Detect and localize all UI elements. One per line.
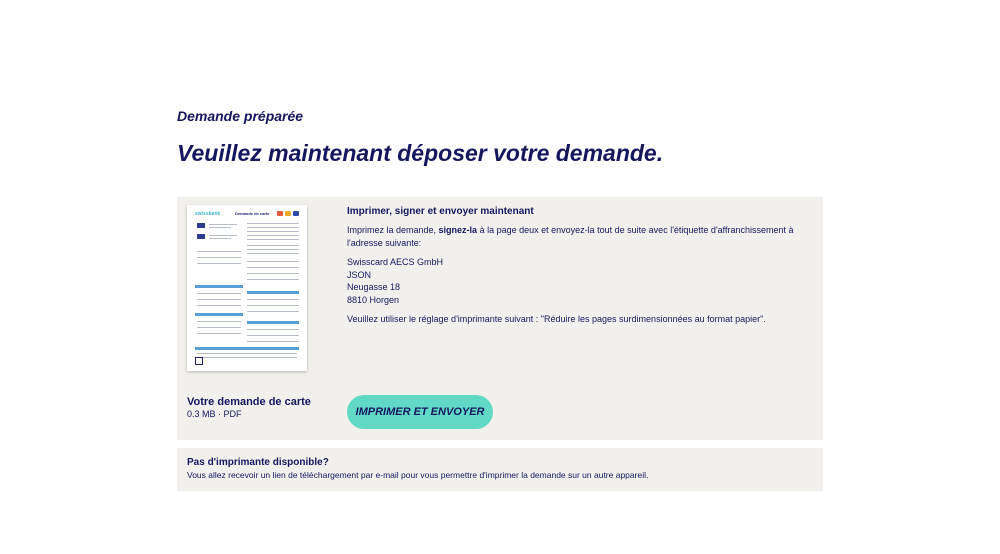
address-line: Neugasse 18 — [347, 282, 401, 292]
address-line: 8810 Horgen — [347, 294, 400, 305]
printer-setting-note: Veuillez utiliser le réglage d'imprimante suivant : "Réduire les pages surdimensionnées au format papier". — [347, 314, 766, 324]
no-printer-card — [177, 448, 823, 491]
instructions-emphasis: signez-la — [438, 225, 478, 235]
no-printer-title: Pas d'imprimante disponible? — [187, 457, 329, 468]
card-image-icon — [197, 234, 205, 239]
instructions-title: Imprimer, signer et envoyer maintenant — [347, 206, 534, 217]
preview-title: Demande de carte — [235, 211, 270, 216]
address-line: Swisscard AECS GmbH — [347, 257, 444, 267]
document-name: Votre demande de carte — [187, 396, 311, 408]
address-line: JSON — [347, 269, 372, 280]
pdf-preview-thumbnail[interactable] — [187, 205, 307, 371]
submission-card — [177, 197, 823, 440]
card-image-icon — [197, 223, 205, 228]
mailing-address — [347, 256, 443, 306]
page-subtitle: Demande préparée — [177, 108, 304, 124]
instructions-text: Imprimez la demande, signez-la à la page deux et envoyez-la tout de suite avec l'étiquette d'affranchissement à l'adresse suivante: — [347, 225, 794, 248]
card-brand-icons — [277, 211, 299, 216]
qr-code-icon — [195, 357, 203, 365]
document-meta: 0.3 MB · PDF — [187, 409, 242, 419]
print-and-send-button[interactable]: IMPRIMER ET ENVOYER — [347, 395, 493, 429]
preview-logo: swissbank — [195, 211, 221, 217]
page-title: Veuillez maintenant déposer votre demande. — [177, 140, 664, 166]
no-printer-text: Vous allez recevoir un lien de téléchargement par e-mail pour vous permettre d'imprimer la demande sur un autre appareil. — [187, 470, 649, 480]
